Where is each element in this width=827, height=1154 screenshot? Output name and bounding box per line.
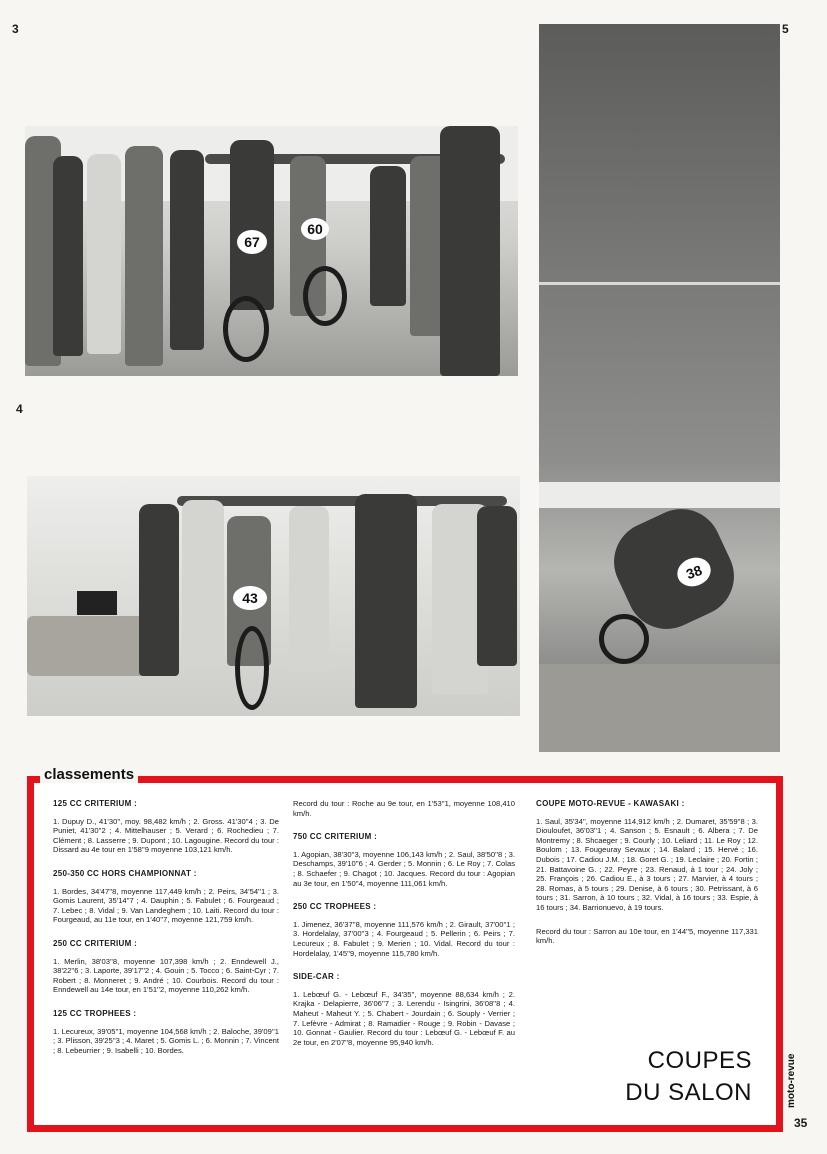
race-number-plate: 60 (301, 218, 329, 240)
photo-start-line (25, 126, 518, 376)
section-text: 1. Jimenez, 36'37''8, moyenne 111,576 km/h ; 2. Girault, 37'00''1 ; 3. Hordelalay, 37'00''3 ; 4. Fourgeaud ; 5. Pellerin ; 6. Peirs ; 7. Lecureux ; 8. Fabulet ; 9. Merien ; 10. Vidal. Record du tour : Hordelalay, 1'45''9, moyenne 115,780 km/h. (293, 919, 515, 958)
section-heading: 250 CC TROPHEES : (293, 902, 377, 912)
page-number-4: 4 (16, 402, 23, 416)
page-number-35: 35 (794, 1116, 808, 1130)
classements-title: classements (40, 766, 138, 783)
page-number-3: 3 (12, 22, 19, 36)
magazine-name: moto-revue (786, 1053, 797, 1108)
section-heading: 250-350 CC HORS CHAMPIONNAT : (53, 868, 197, 878)
page-number-5: 5 (782, 22, 789, 36)
section-heading: 125 CC CRITERIUM : (53, 799, 138, 808)
results-column-1 (53, 799, 279, 1069)
section-heading: SIDE-CAR : (293, 972, 340, 982)
section-heading: 250 CC CRITERIUM : (53, 938, 138, 948)
section-text: Record du tour : Roche au 9e tour, en 1'53''1, moyenne 108,410 km/h. (293, 799, 515, 818)
section-text: 1. Agopian, 38'30''3, moyenne 106,143 km/h ; 2. Saul, 38'50''8 ; 3. Deschamps, 39'10''6 ; 4. Gerder ; 5. Monnin ; 6. Le Roy ; 7. Colas ; 8. Schaefer ; 9. Chagot ; 10. Jacques. Record du tour : Agopian au 3e tour, en 1'50''4, moyenne 111,061 km/h. (293, 849, 515, 888)
section-text: 1. Lecureux, 39'05''1, moyenne 104,568 km/h ; 2. Baloche, 39'09''1 ; 3. Plisson, 39'25''3 ; 4. Maret ; 5. Gomis L. ; 6. Monnin ; 7. Vincent ; 8. Lebeurrier ; 9. Isabelli ; 10. Bordes. (53, 1026, 279, 1055)
section-text: 1. Bordes, 34'47''8, moyenne 117,449 km/h ; 2. Peirs, 34'54''1 ; 3. Gomis Laurent, 35'14''7 ; 4. Dauphin ; 5. Fabulet ; 6. Fourgeaud ; 7. Lebec ; 8. Vidal ; 9. Van Landeghem ; 10. Laiti. Record du tour : Fourgeaud, au 11e tour, en 1'40''7, moyenne 121,759 km/h. (53, 886, 279, 925)
photo-banked-track (539, 24, 780, 752)
section-heading: COUPE MOTO-REVUE - KAWASAKI : (536, 799, 685, 808)
race-number-plate: 67 (237, 230, 267, 254)
section-text: 1. Dupuy D., 41'30'', moy. 98,482 km/h ; 2. Gross. 41'30''4 ; 3. De Puniet, 41'30''2 ; 4. Mittelhauser ; 5. Verard ; 6. Rochedieu ; 7. Clément ; 8. Lasserre ; 9. Dupont ; 10. Lagougine. Record du tour : Dissard au 4e tour en 1'58''9 moyenne 103,121 km/h. (53, 816, 279, 855)
section-text: Record du tour : Sarron au 10e tour, en 1'44''5, moyenne 117,331 km/h. (536, 926, 758, 946)
section-text: 1. Merlin, 38'03''8, moyenne 107,398 km/h ; 2. Enndewell J., 38'22''6 ; 3. Laporte, 39'17''2 ; 4. Gouin ; 5. Tocco ; 6. Saint-Cyr ; 7. Robert ; 8. Monneret ; 9. André ; 10. Courbois. Record du tour : Enndewell au 14e tour, en 1'51''2, moyenne 110,262 km/h. (53, 956, 279, 995)
section-text: 1. Lebœuf G. - Lebœuf F., 34'35'', moyenne 88,634 km/h ; 2. Krajka - Delapierre, 36'06''7 ; 3. Lerendu - Isingrini, 36'08''8 ; 4. Maheut - Maheut Y. ; 5. Chabert - Jourdain ; 6. Souply - Verrier ; 7. Lefèvre - Admirat ; 8. Ramadier - Rouge ; 9. Robin - Davase ; 10. Gonnat - Gaulier. Record du tour : Lebœuf G. - Lebœuf F. au 2e tour, en 2'07''8, moyenne 95,940 km/h. (293, 989, 515, 1047)
coupes-title: COUPES DU SALON (625, 1047, 752, 1106)
results-box (27, 776, 783, 1132)
race-number-plate: 38 (673, 553, 715, 591)
photo-paddock (27, 476, 520, 716)
section-heading: 750 CC CRITERIUM : (293, 832, 378, 842)
section-heading: 125 CC TROPHEES : (53, 1008, 137, 1018)
results-column-3 (536, 799, 758, 960)
race-number-plate: 43 (233, 586, 267, 610)
results-column-2 (293, 799, 515, 1061)
section-text: 1. Saul, 35'34'', moyenne 114,912 km/h ; 2. Dumaret, 35'59''8 ; 3. Diouloufet, 36'03''1 ; 4. Sanson ; 5. Esnault ; 6. Albera ; 7. De Montremy ; 8. Shcaeger ; 9. Courly ; 10. Leliard ; 11. Le Roy ; 12. Boulom ; 13. Fougeuray Sevaux ; 14. Balard ; 15. Hervé ; 16. Dubois ; 17. Cadiou J.M. ; 18. Goret G. ; 19. Leclaire ; 20. Fortin ; 21. Battavoine G. ; 22. Peyre ; 23. Renaud, à 1 tour ; 24. Joly ; 25. François ; 26. Cadiou E., à 3 tours ; 27. Marvier, à 4 tours ; 28. Romas, à 5 tours ; 29. Denise, à 6 tours ; 30. Petrissant, à 6 tours ; 31. Sarron, à 10 tours ; 32. Vidal, à 16 tours ; 33. Espie, à 16 tours ; 34. Barrionuevo, à 19 tours. (536, 816, 758, 912)
